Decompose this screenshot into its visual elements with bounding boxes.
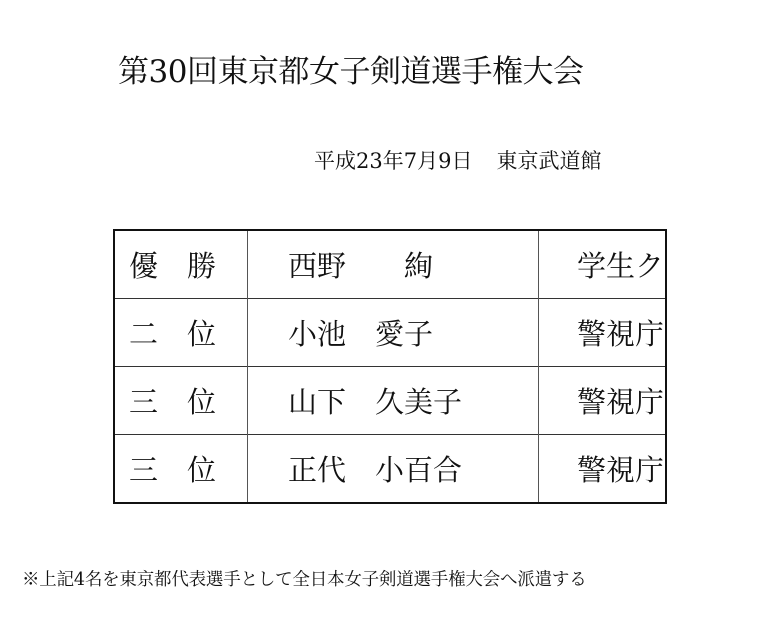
event-venue: 東京武道館 <box>496 149 602 173</box>
rank-cell: 三 位 <box>114 435 248 504</box>
name-cell: 山下 久美子 <box>248 367 539 435</box>
table-row <box>114 299 666 367</box>
document-title: 第30回東京都女子剣道選手権大会 <box>118 54 584 90</box>
name-cell: 正代 小百合 <box>248 435 539 504</box>
results-table <box>113 229 667 504</box>
event-info <box>314 145 601 175</box>
rank-cell: 二 位 <box>114 299 248 367</box>
team-cell: 警視庁 <box>539 367 667 435</box>
name-cell: 西野 絢 <box>248 230 539 299</box>
table-row <box>114 435 666 504</box>
rank-cell: 優 勝 <box>114 230 248 299</box>
footnote: ※上記4名を東京都代表選手として全日本女子剣道選手権大会へ派遣する <box>22 570 587 590</box>
event-date: 平成23年7月9日 <box>314 149 473 173</box>
team-cell: 学生ク <box>577 249 665 283</box>
rank-cell: 三 位 <box>114 367 248 435</box>
team-cell: 警視庁 <box>539 299 667 367</box>
name-cell: 小池 愛子 <box>248 299 539 367</box>
table-row <box>114 367 666 435</box>
team-cell: 警視庁 <box>539 435 667 504</box>
table-row <box>114 230 666 299</box>
